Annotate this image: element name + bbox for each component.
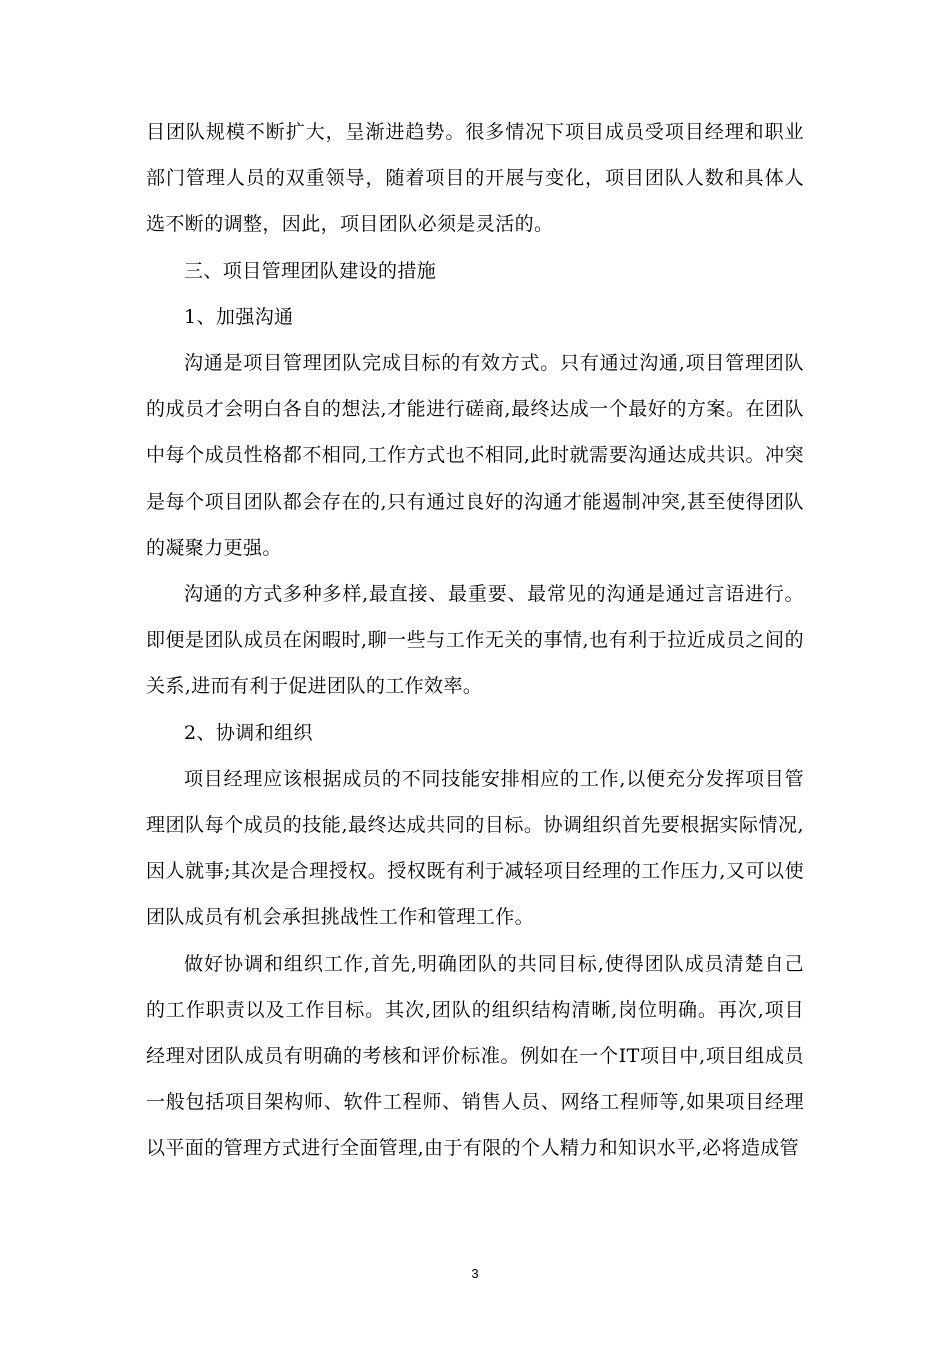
paragraph-team-flexibility: 目团队规模不断扩大，呈渐进趋势。很多情况下项目成员受项目经理和职业部门管理人员的双重领导，随着项目的开展与变化，项目团队人数和具体人选不断的调整，因此，项目团队必须是灵活的。: [146, 121, 804, 236]
subheading-coordination: 2、协调和组织: [184, 721, 313, 744]
paragraph-coordination-work: 做好协调和组织工作,首先,明确团队的共同目标,使得团队成员清楚自己的工作职责以及工作目标。其次,团队的组织结构清晰,岗位明确。再次,项目经理对团队成员有明确的考核和评价标准。例如在一个IT项目中,项目组成员一般包括项目架构师、软件工程师、销售人员、网络工程师等,如果项目经理以平面的管理方式进行全面管理,由于有限的个人精力和知识水平,必将造成管: [146, 952, 804, 1160]
paragraph-coordination-skills: 项目经理应该根据成员的不同技能安排相应的工作,以便充分发挥项目管理团队每个成员的技能,最终达成共同的目标。协调组织首先要根据实际情况,因人就事;其次是合理授权。授权既有利于减轻项目经理的工作压力,又可以使团队成员有机会承担挑战性工作和管理工作。: [146, 767, 804, 929]
subheading-communication: 1、加强沟通: [184, 305, 294, 328]
paragraph-communication-importance: 沟通是项目管理团队完成目标的有效方式。只有通过沟通,项目管理团队的成员才会明白各自的想法,才能进行磋商,最终达成一个最好的方案。在团队中每个成员性格都不相同,工作方式也不相同,此时就需要沟通达成共识。冲突是每个项目团队都会存在的,只有通过良好的沟通才能遏制冲突,甚至使得团队的凝聚力更强。: [146, 352, 804, 559]
page-number: 3: [471, 1266, 479, 1281]
document-body: [146, 109, 804, 1172]
paragraph-communication-methods: 沟通的方式多种多样,最直接、最重要、最常见的沟通是通过言语进行。即便是团队成员在闲暇时,聊一些与工作无关的事情,也有利于拉近成员之间的关系,进而有利于促进团队的工作效率。: [146, 583, 804, 698]
section-heading-measures: 三、项目管理团队建设的措施: [184, 259, 437, 282]
